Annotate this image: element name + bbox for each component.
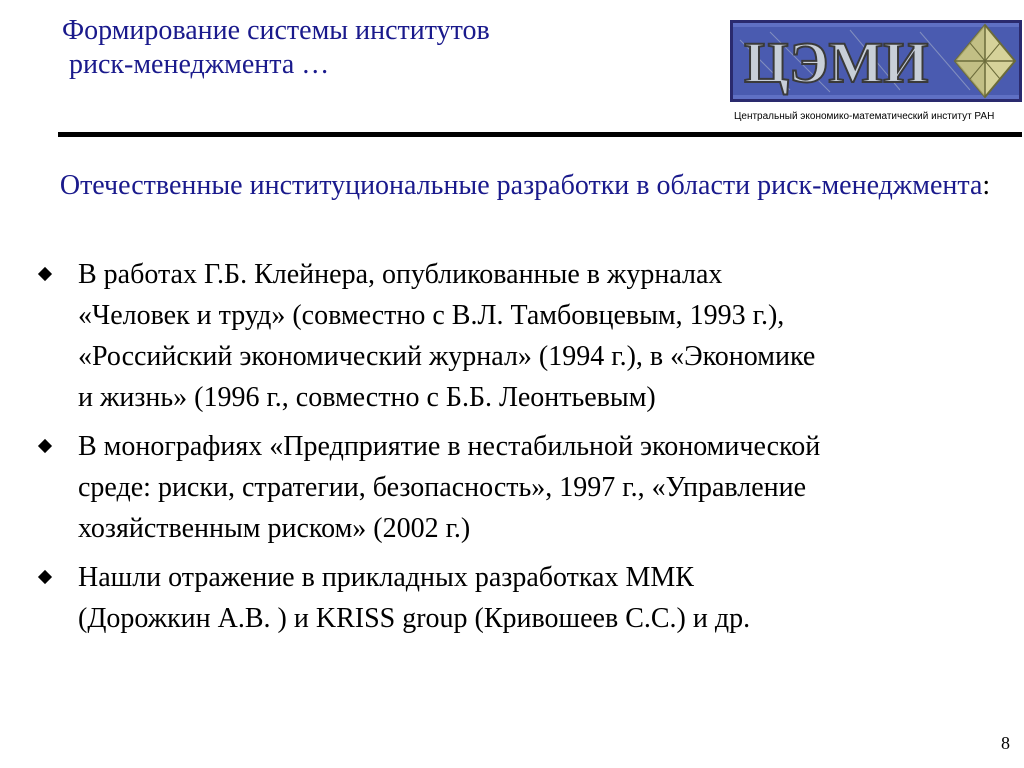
diamond-bullet-icon (38, 439, 52, 453)
bullet-item (40, 426, 1000, 549)
bullet-line: и жизнь» (1996 г., совместно с Б.Б. Леонтьевым) (78, 382, 656, 413)
logo-lettering: ЦЭМИ (744, 30, 929, 95)
bullet-line: В работах Г.Б. Клейнера, опубликованные в журналах (78, 259, 723, 290)
slide-title (62, 14, 662, 82)
bullet-item (40, 254, 1000, 418)
bullet-line: среде: риски, стратегии, безопасность», 1997 г., «Управление (78, 472, 807, 503)
bullet-line: (Дорожкин А.В. ) и KRISS group (Кривошеев С.С.) и др. (78, 603, 751, 634)
bullet-line: Нашли отражение в прикладных разработках ММК (78, 562, 694, 593)
bullet-line: хозяйственным риском» (2002 г.) (78, 513, 471, 544)
bullet-item (40, 557, 1000, 639)
page-number: 8 (1001, 733, 1010, 753)
diamond-bullet-icon (38, 267, 52, 281)
bullet-line: В монографиях «Предприятие в нестабильной экономической (78, 431, 821, 462)
slide-title-line-1: Формирование системы институтов (62, 15, 490, 46)
diamond-bullet-icon (38, 570, 52, 584)
bullet-list (40, 254, 1000, 647)
institute-logo-graphic (730, 20, 1022, 102)
header-divider (58, 132, 1022, 137)
slide-subtitle-colon: : (982, 170, 991, 201)
logo-caption: Центральный экономико-математический институт РАН (734, 111, 995, 122)
slide-title-line-2: риск-менеджмента … (62, 49, 330, 80)
bullet-line: «Человек и труд» (совместно с В.Л. Тамбовцевым, 1993 г.), (78, 300, 785, 331)
institute-logo (730, 20, 1022, 102)
slide-subtitle-text: Отечественные институциональные разработки в области риск-менеджмента (59, 170, 983, 201)
bullet-line: «Российский экономический журнал» (1994 г.), в «Экономике (78, 341, 816, 372)
slide-subtitle (40, 166, 1010, 206)
